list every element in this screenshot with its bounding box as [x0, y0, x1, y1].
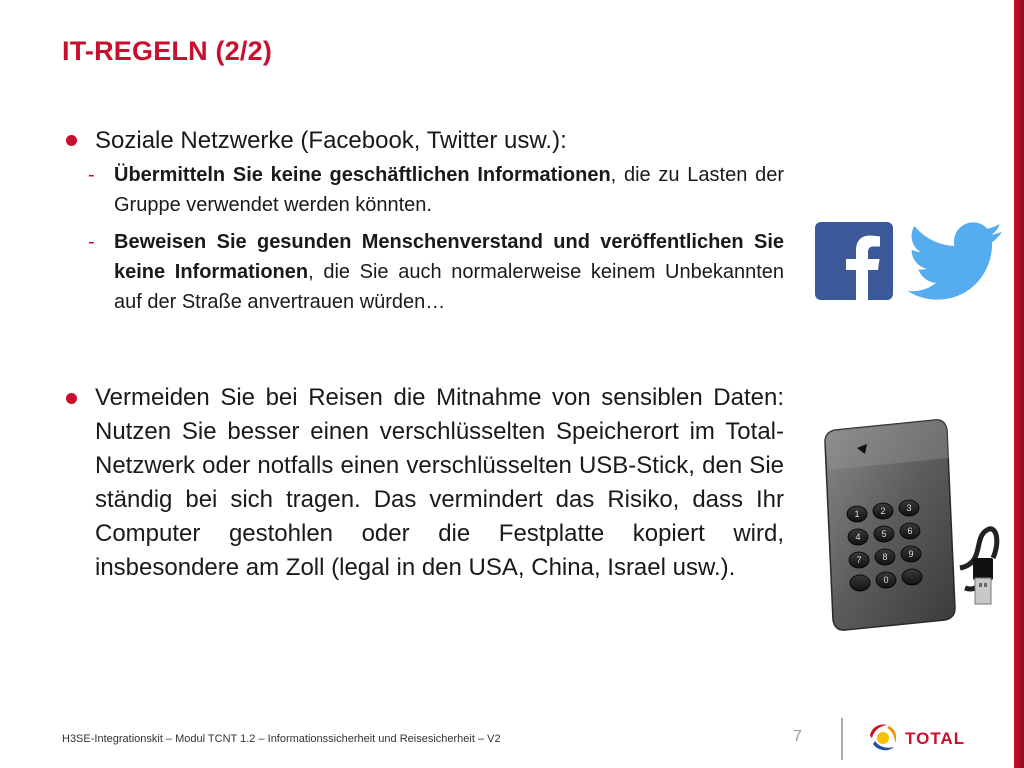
slide-content	[62, 124, 784, 585]
bullet-social-networks	[62, 124, 784, 158]
subitem-common-sense	[62, 227, 784, 317]
encrypted-hard-drive-icon	[815, 418, 1005, 648]
twitter-bird-icon	[908, 222, 1004, 302]
keypad-key: 5	[881, 529, 887, 539]
keypad-key: 6	[907, 526, 913, 536]
bullet-dot	[66, 393, 77, 404]
keypad-key: 9	[908, 549, 914, 559]
keypad-key: 4	[855, 532, 861, 542]
bullet-text: Soziale Netzwerke (Facebook, Twitter usw.):	[95, 127, 567, 154]
subitem-business-info	[62, 160, 784, 220]
subitem-bold: Beweisen Sie gesunden Menschenverstand und veröffentlichen Sie keine Informationen	[114, 231, 784, 283]
bullet-dot	[66, 135, 77, 146]
subitem-text: , die zu Lasten der Gruppe verwendet werden könnten.	[114, 164, 784, 216]
bullet-travel-data	[62, 381, 784, 585]
keypad-key: 1	[854, 509, 860, 519]
total-logo	[865, 720, 977, 756]
dash-marker: -	[88, 164, 95, 186]
facebook-logo-icon	[815, 222, 893, 300]
right-edge-bar	[1014, 0, 1024, 768]
bullet-text: Vermeiden Sie bei Reisen die Mitnahme von sensiblen Daten: Nutzen Sie besser einen verschlüsselten Speicherort im Total-Netzwerk oder notfalls einen verschlüsselten USB-Stick, den Sie ständig bei sich tragen. Das vermindert das Risiko, dass Ihr Computer gestohlen oder die Festplatte kopiert wird, insbesondere am Zoll (legal in den USA, China, Israel usw.).	[95, 384, 784, 581]
subitem-text: , die Sie auch normalerweise keinem Unbekannten auf der Straße anvertrauen würden…	[114, 261, 785, 313]
keypad-key: 2	[880, 506, 886, 516]
dash-marker: -	[88, 231, 95, 253]
total-logo-icon	[865, 720, 901, 756]
slide-title: IT-REGELN (2/2)	[62, 36, 273, 66]
footer-text: H3SE-Integrationskit – Modul TCNT 1.2 – Informationssicherheit und Reisesicherheit – V2	[62, 733, 501, 745]
logo-text: TOTAL	[905, 729, 966, 748]
page-number: 7	[793, 728, 802, 745]
keypad-key: 8	[882, 552, 888, 562]
keypad-key: 0	[883, 575, 889, 585]
keypad-key: 7	[856, 555, 862, 565]
footer-divider	[841, 718, 843, 760]
subitem-bold: Übermitteln Sie keine geschäftlichen Informationen	[114, 164, 611, 186]
keypad-key: 3	[906, 503, 912, 513]
